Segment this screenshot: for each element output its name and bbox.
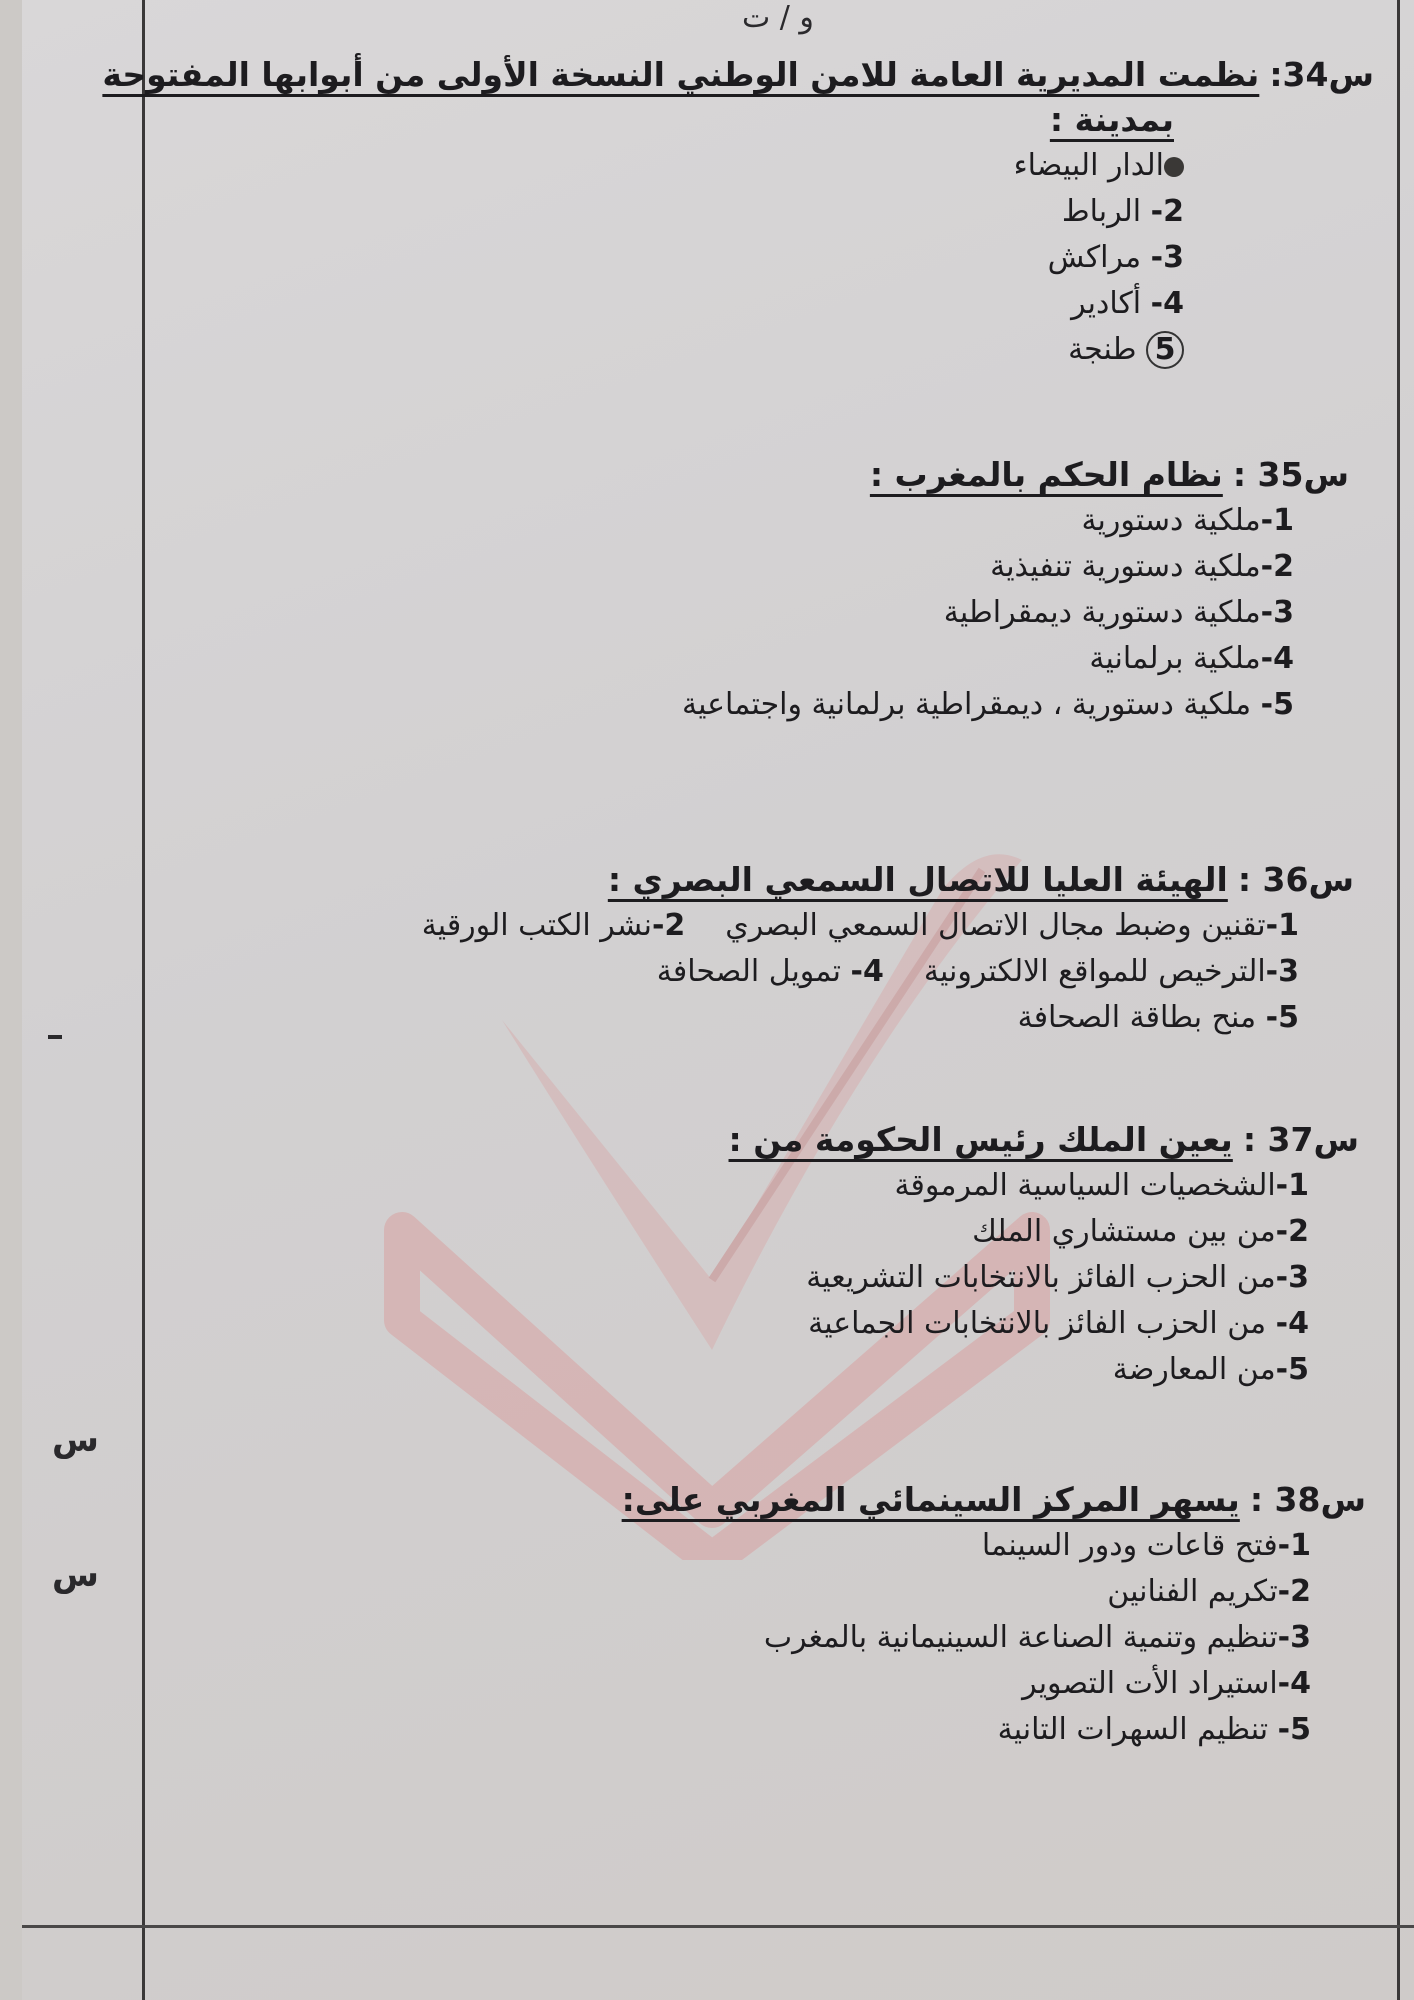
options-list xyxy=(682,498,1294,728)
question-35 xyxy=(682,455,1349,728)
option-3: 3-تنظيم وتنمية الصناعة السينيمانية بالمغرب xyxy=(763,1620,1311,1655)
option-2: 2-ملكية دستورية تنفيذية xyxy=(990,549,1294,584)
option-5: 5-من المعارضة xyxy=(1112,1352,1309,1387)
question-title: يسهر المركز السينمائي المغربي على: xyxy=(621,1480,1240,1519)
question-37 xyxy=(729,1120,1359,1393)
option-1: 1-الشخصيات السياسية المرموقة xyxy=(894,1168,1309,1203)
option-2: 2-تكريم الفنانين xyxy=(1107,1574,1311,1609)
option-3: 3-ملكية دستورية ديمقراطية xyxy=(943,595,1294,630)
question-title: الهيئة العليا للاتصال السمعي البصري : xyxy=(607,860,1228,899)
frame-right-line xyxy=(1397,0,1400,2000)
option-row-1-2 xyxy=(422,903,1299,949)
frame-bottom-line xyxy=(22,1925,1414,1928)
option-4: 4-استيراد الأت التصوير xyxy=(1022,1666,1311,1701)
option-2: 2- الرباط xyxy=(1061,194,1184,229)
question-36 xyxy=(422,860,1354,1041)
option-1: 1-ملكية دستورية xyxy=(1081,503,1294,538)
option-4: 4- أكادير xyxy=(1071,286,1184,321)
options-list xyxy=(622,1523,1311,1753)
option-2: 2-نشر الكتب الورقية xyxy=(421,908,686,943)
question-number: س35 : xyxy=(1232,455,1349,494)
option-3: 3-من الحزب الفائز بالانتخابات التشريعية xyxy=(806,1260,1309,1295)
options-list xyxy=(102,143,1184,373)
option-4: 4- تمويل الصحافة xyxy=(656,954,884,989)
option-5: 5- ملكية دستورية ، ديمقراطية برلمانية واجتماعية xyxy=(682,687,1294,722)
question-title: نظام الحكم بالمغرب : xyxy=(869,455,1223,494)
option-1: 1-تقنين وضبط مجال الاتصال السمعي البصري xyxy=(725,908,1299,943)
question-title-continued: بمدينة : xyxy=(1049,100,1174,139)
question-34 xyxy=(102,55,1374,373)
cropped-top-text: و / ت xyxy=(742,0,814,35)
question-title: يعين الملك رئيس الحكومة من : xyxy=(728,1120,1233,1159)
question-number: س34: xyxy=(1269,55,1374,94)
margin-tick-mark xyxy=(48,1035,62,1039)
option-3: 3-الترخيص للمواقع الالكترونية xyxy=(923,954,1299,989)
margin-letter-1: س xyxy=(52,1420,99,1460)
ink-blot-marker xyxy=(1164,157,1184,177)
option-5-circled-answer: 5 طنجة xyxy=(102,327,1184,373)
question-number: س38 : xyxy=(1249,1480,1366,1519)
options-list xyxy=(422,903,1299,1041)
question-title: نظمت المديرية العامة للامن الوطني النسخة الأولى من أبوابها المفتوحة xyxy=(102,55,1260,94)
question-38 xyxy=(622,1480,1366,1753)
exam-sheet xyxy=(22,0,1414,2000)
options-list xyxy=(729,1163,1309,1393)
margin-letter-2: س xyxy=(52,1555,99,1595)
option-4: 4- من الحزب الفائز بالانتخابات الجماعية xyxy=(808,1306,1309,1341)
question-number: س37 : xyxy=(1242,1120,1359,1159)
option-5: 5- منح بطاقة الصحافة xyxy=(1017,1000,1299,1035)
option-1: الدار البيضاء xyxy=(102,143,1184,189)
option-3: 3- مراكش xyxy=(1047,240,1184,275)
option-2: 2-من بين مستشاري الملك xyxy=(972,1214,1309,1249)
option-4: 4-ملكية برلمانية xyxy=(1089,641,1294,676)
question-number: س36 : xyxy=(1237,860,1354,899)
option-row-3-4 xyxy=(422,949,1299,995)
option-5: 5- تنظيم السهرات التانية xyxy=(997,1712,1311,1747)
option-1: 1-فتح قاعات ودور السينما xyxy=(981,1528,1311,1563)
